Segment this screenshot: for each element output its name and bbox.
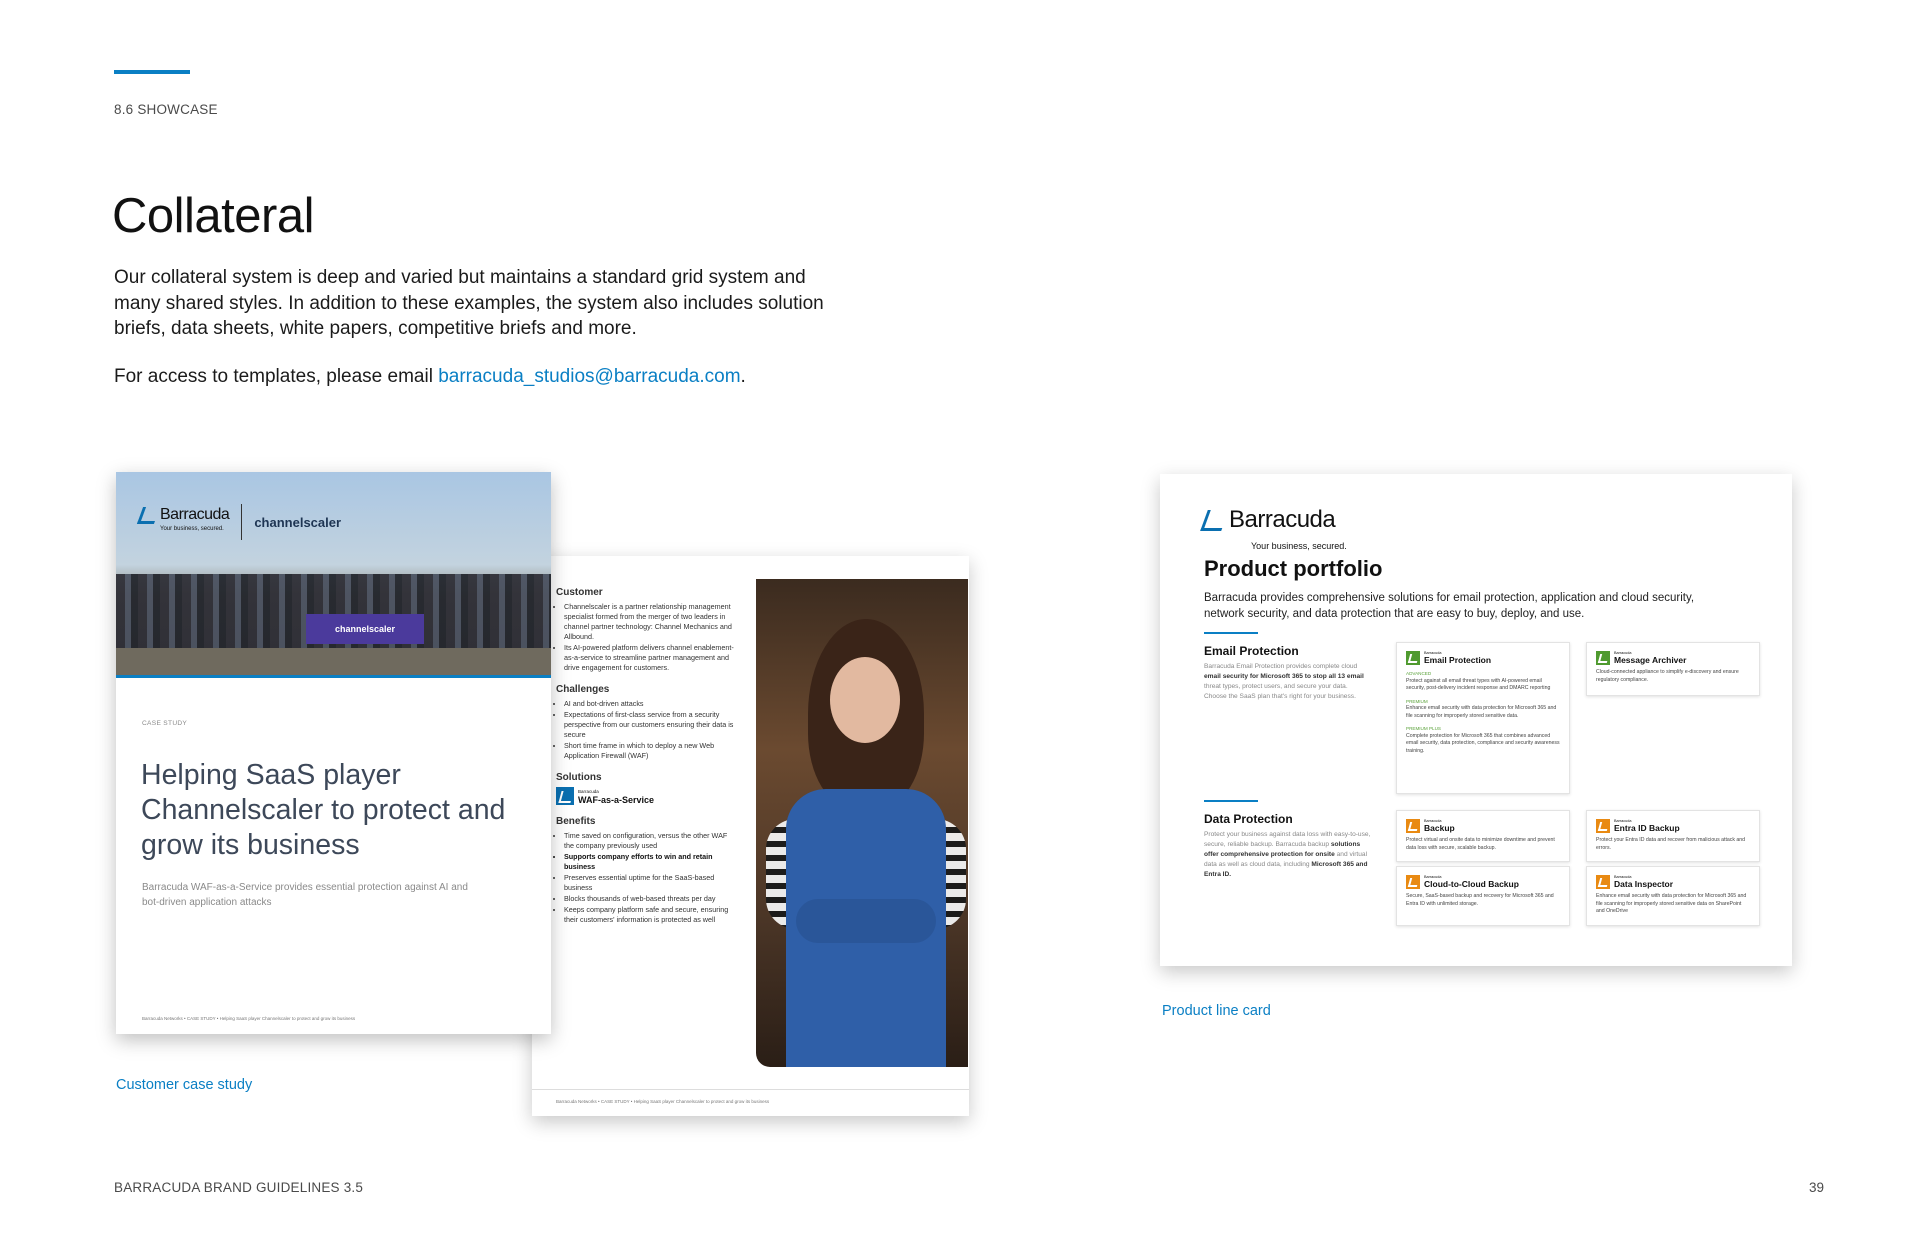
customer-portrait-photo — [756, 579, 968, 1067]
case-study-details — [556, 588, 734, 937]
tier-desc: Protect against all email threat types with AI-powered email security, post-delivery incident response and DMARC reporting — [1406, 677, 1551, 691]
case-study-subhead: Barracuda WAF-as-a-Service provides essential protection against AI and bot-driven application attacks — [142, 882, 468, 908]
product-brand: Barracuda — [1614, 819, 1632, 824]
case-study-back-page — [532, 556, 969, 1116]
text-bold: solutions offer comprehensive protection for onsite — [1204, 841, 1361, 858]
product-line-card — [1160, 474, 1792, 966]
logo-divider — [241, 504, 242, 540]
email-protection-heading: Email Protection — [1204, 644, 1299, 658]
page-number: 39 — [1808, 1180, 1824, 1195]
photo-crossed-arms — [796, 899, 936, 943]
product-name — [1614, 651, 1686, 665]
waf-name: WAF-as-a-Service — [578, 795, 655, 805]
text-bold: Microsoft 365 and Entra ID. — [1204, 861, 1368, 878]
photo-face — [830, 657, 900, 743]
text-span: Barracuda Email Protection provides complete cloud — [1204, 663, 1358, 670]
product-title: Message Archiver — [1614, 655, 1687, 666]
benefits-heading: Benefits — [556, 816, 596, 827]
data-inspector-icon — [1596, 875, 1610, 889]
product-header — [1406, 875, 1560, 889]
footer-guidelines: BARRACUDA BRAND GUIDELINES 3.5 — [114, 1180, 364, 1195]
product-brand: Barracuda — [1614, 651, 1632, 656]
customer-heading: Customer — [556, 587, 603, 598]
product-brand: Barracuda — [1614, 875, 1632, 880]
caption-line-card: Product line card — [1162, 1003, 1271, 1019]
product-title: Entra ID Backup — [1614, 823, 1680, 834]
access-suffix: . — [740, 366, 746, 387]
list-item: • Short time frame in which to deploy a new Web Application Firewall (WAF) — [564, 741, 734, 761]
text-span: threat types, protect users, and secure your data. Choose the SaaS plan that's right for your business. — [1204, 683, 1356, 700]
product-brand: Barracuda — [1424, 819, 1442, 824]
hero-team-photo — [116, 472, 551, 678]
email-protection-text — [1204, 662, 1372, 702]
product-desc: Cloud-connected appliance to simplify e-discovery and ensure regulatory compliance. — [1596, 669, 1739, 683]
product-name — [1424, 875, 1519, 889]
brand-tagline: Your business, secured. — [1251, 541, 1347, 551]
accent-bar — [114, 70, 190, 74]
list-item: • AI and bot-driven attacks — [564, 699, 734, 709]
section-rule — [1204, 800, 1258, 802]
text-span: Protect your business against data loss with easy-to-use, secure, reliable backup. Barracuda backup — [1204, 831, 1371, 848]
list-item: • Time saved on configuration, versus the other WAF the company previously used — [564, 831, 734, 851]
challenges-heading: Challenges — [556, 684, 610, 695]
product-desc: Secure, SaaS-based backup and recovery for Microsoft 365 and Entra ID with unlimited storage. — [1406, 893, 1554, 907]
product-name — [1424, 651, 1491, 665]
barracuda-logo-icon — [137, 507, 160, 524]
access-note — [114, 366, 746, 388]
waf-product-name — [578, 787, 654, 805]
case-study-headline: Helping SaaS player Channelscaler to protect and grow its business — [141, 759, 506, 861]
list-item: • Channelscaler is a partner relationship management specialist formed from the merger of two leaders in channel partner technology: Channel Mechanics and Allbound. — [564, 602, 734, 642]
case-study-label: CASE STUDY — [142, 720, 188, 727]
co-brand-lockup — [140, 504, 341, 540]
caption-case-study: Customer case study — [116, 1077, 253, 1093]
product-name — [1614, 819, 1680, 833]
partner-logo: channelscaler — [254, 514, 342, 530]
email-link[interactable]: barracuda_studios@barracuda.com — [438, 366, 741, 387]
text-span: and virtual data as well as cloud data, including — [1204, 851, 1368, 868]
product-desc: Protect your Entra ID data and recover from malicious attack and errors. — [1596, 837, 1746, 851]
product-title: Data Inspector — [1614, 879, 1674, 890]
solutions-heading: Solutions — [556, 772, 602, 783]
product-name — [1424, 819, 1455, 833]
product-card-entra-id-backup — [1586, 810, 1760, 862]
section-label: 8.6 SHOWCASE — [114, 102, 218, 117]
product-card-data-inspector — [1586, 866, 1760, 926]
data-protection-text — [1204, 830, 1372, 880]
product-header — [1406, 819, 1560, 833]
product-header — [1596, 875, 1750, 889]
line-card-lead: Barracuda provides comprehensive solutions for email protection, application and cloud security, network security, and data protection that are easy to buy, deploy, and use. — [1204, 592, 1695, 620]
backup-icon — [1406, 819, 1420, 833]
photo-ground — [116, 648, 551, 678]
product-desc: Enhance email security with data protection for Microsoft 365 and file scanning for improperly stored sensitive data on SharePoint and OneDrive — [1596, 893, 1747, 914]
front-page-footer: Barracuda Networks • CASE STUDY • Helping SaaS player Channelscaler to protect and grow its business — [142, 1016, 356, 1021]
brand-name — [160, 507, 229, 537]
entra-backup-icon — [1596, 819, 1610, 833]
brand-name — [1229, 508, 1347, 558]
brand-tagline: Your business, secured. — [160, 526, 224, 532]
brand-wordmark: Barracuda — [1229, 506, 1336, 533]
intro-paragraph: Our collateral system is deep and varied but maintains a standard grid system and many shared styles. In addition to these examples, the system also includes solution briefs, data sheets, white papers, competitive briefs and more. — [114, 267, 824, 339]
tier-desc: Complete protection for Microsoft 365 that combines advanced email security, data protection, compliance and security awareness training. — [1406, 732, 1560, 754]
product-header — [1596, 651, 1750, 665]
list-item: • Blocks thousands of web-based threats per day — [564, 894, 734, 904]
list-item: • Preserves essential uptime for the SaaS-based business — [564, 873, 734, 893]
benefits-list — [556, 831, 734, 925]
tier-label: ADVANCED — [1406, 671, 1432, 676]
product-title: Backup — [1424, 823, 1455, 834]
product-card-cloud-to-cloud-backup — [1396, 866, 1570, 926]
product-desc: Protect virtual and onsite data to minimize downtime and prevent data loss with secure, scalable backup. — [1406, 837, 1555, 851]
email-protection-icon — [1406, 651, 1420, 665]
waf-logo — [556, 787, 734, 805]
list-item: • Supports company efforts to win and retain business — [564, 852, 734, 872]
product-header — [1596, 819, 1750, 833]
tier-label: PREMIUM — [1406, 698, 1428, 704]
tier-label: PREMIUM PLUS — [1406, 726, 1441, 731]
brand-wordmark: Barracuda — [160, 506, 230, 523]
product-title: Cloud-to-Cloud Backup — [1424, 879, 1519, 890]
challenges-list — [556, 699, 734, 761]
footer-rule — [532, 1089, 969, 1090]
barracuda-logo-icon — [1200, 510, 1229, 531]
cloud-backup-icon — [1406, 875, 1420, 889]
waf-product-icon — [556, 787, 574, 805]
product-header — [1406, 651, 1560, 665]
product-card-email-protection — [1396, 642, 1570, 794]
photo-banner: channelscaler — [306, 614, 424, 644]
message-archiver-icon — [1596, 651, 1610, 665]
product-brand: Barracuda — [1424, 875, 1442, 880]
product-card-message-archiver — [1586, 642, 1760, 696]
barracuda-logo — [140, 507, 229, 537]
hero-accent-stripe — [116, 675, 551, 678]
waf-brand-small: Barracuda — [578, 789, 599, 794]
barracuda-logo — [1204, 508, 1347, 558]
product-card-backup — [1396, 810, 1570, 862]
case-study-front-page — [116, 472, 551, 1034]
list-item: • Expectations of first-class service from a security perspective from our customers ensuring their data is secure — [564, 710, 734, 740]
product-title: Email Protection — [1424, 655, 1492, 666]
list-item: • Keeps company platform safe and secure, ensuring their customers' information is protected as well — [564, 905, 734, 925]
data-protection-heading: Data Protection — [1204, 812, 1293, 826]
text-bold: email security for Microsoft 365 to stop all 13 email — [1204, 673, 1364, 680]
list-item: • Its AI-powered platform delivers channel enablement-as-a-service to streamline partner management and drive engagement for customers. — [564, 643, 734, 673]
product-brand: Barracuda — [1424, 651, 1442, 656]
line-card-title: Product portfolio — [1204, 556, 1383, 581]
section-rule — [1204, 632, 1258, 634]
back-page-footer: Barracuda Networks • CASE STUDY • Helping SaaS player Channelscaler to protect and grow its business — [556, 1099, 770, 1104]
page-title: Collateral — [112, 189, 314, 243]
customer-list — [556, 602, 734, 673]
tier-desc: Enhance email security with data protection for Microsoft 365 and file scanning for improperly stored sensitive data. — [1406, 705, 1557, 719]
access-prefix: For access to templates, please email — [114, 366, 439, 387]
product-name — [1614, 875, 1673, 889]
